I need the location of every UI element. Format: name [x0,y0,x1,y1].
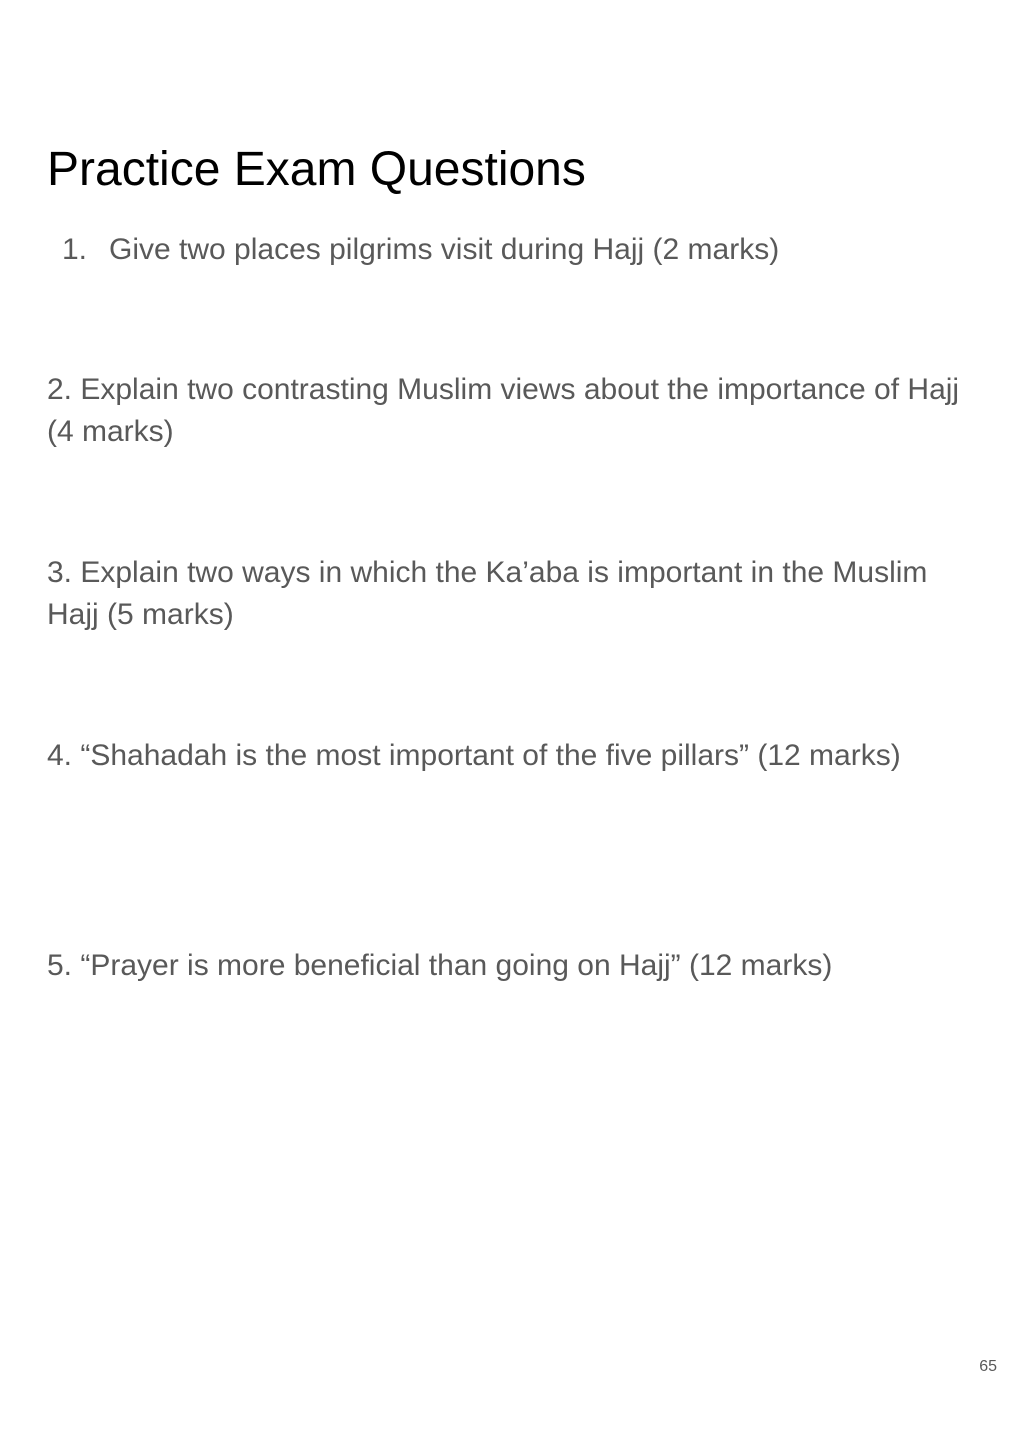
question-3: 3. Explain two ways in which the Ka’aba is important in the Muslim Hajj (5 marks) [47,556,928,631]
question-2: 2. Explain two contrasting Muslim views about the importance of Hajj (4 marks) [47,373,960,448]
question-1-number: 1. [62,233,88,266]
question-4: 4. “Shahadah is the most important of the five pillars” (12 marks) [47,739,901,772]
question-1-text: Give two places pilgrims visit during Hajj (2 marks) [109,233,780,266]
page-title: Practice Exam Questions [47,143,586,196]
page-number: 65 [979,1358,997,1375]
question-5: 5. “Prayer is more beneficial than going on Hajj” (12 marks) [47,949,833,982]
